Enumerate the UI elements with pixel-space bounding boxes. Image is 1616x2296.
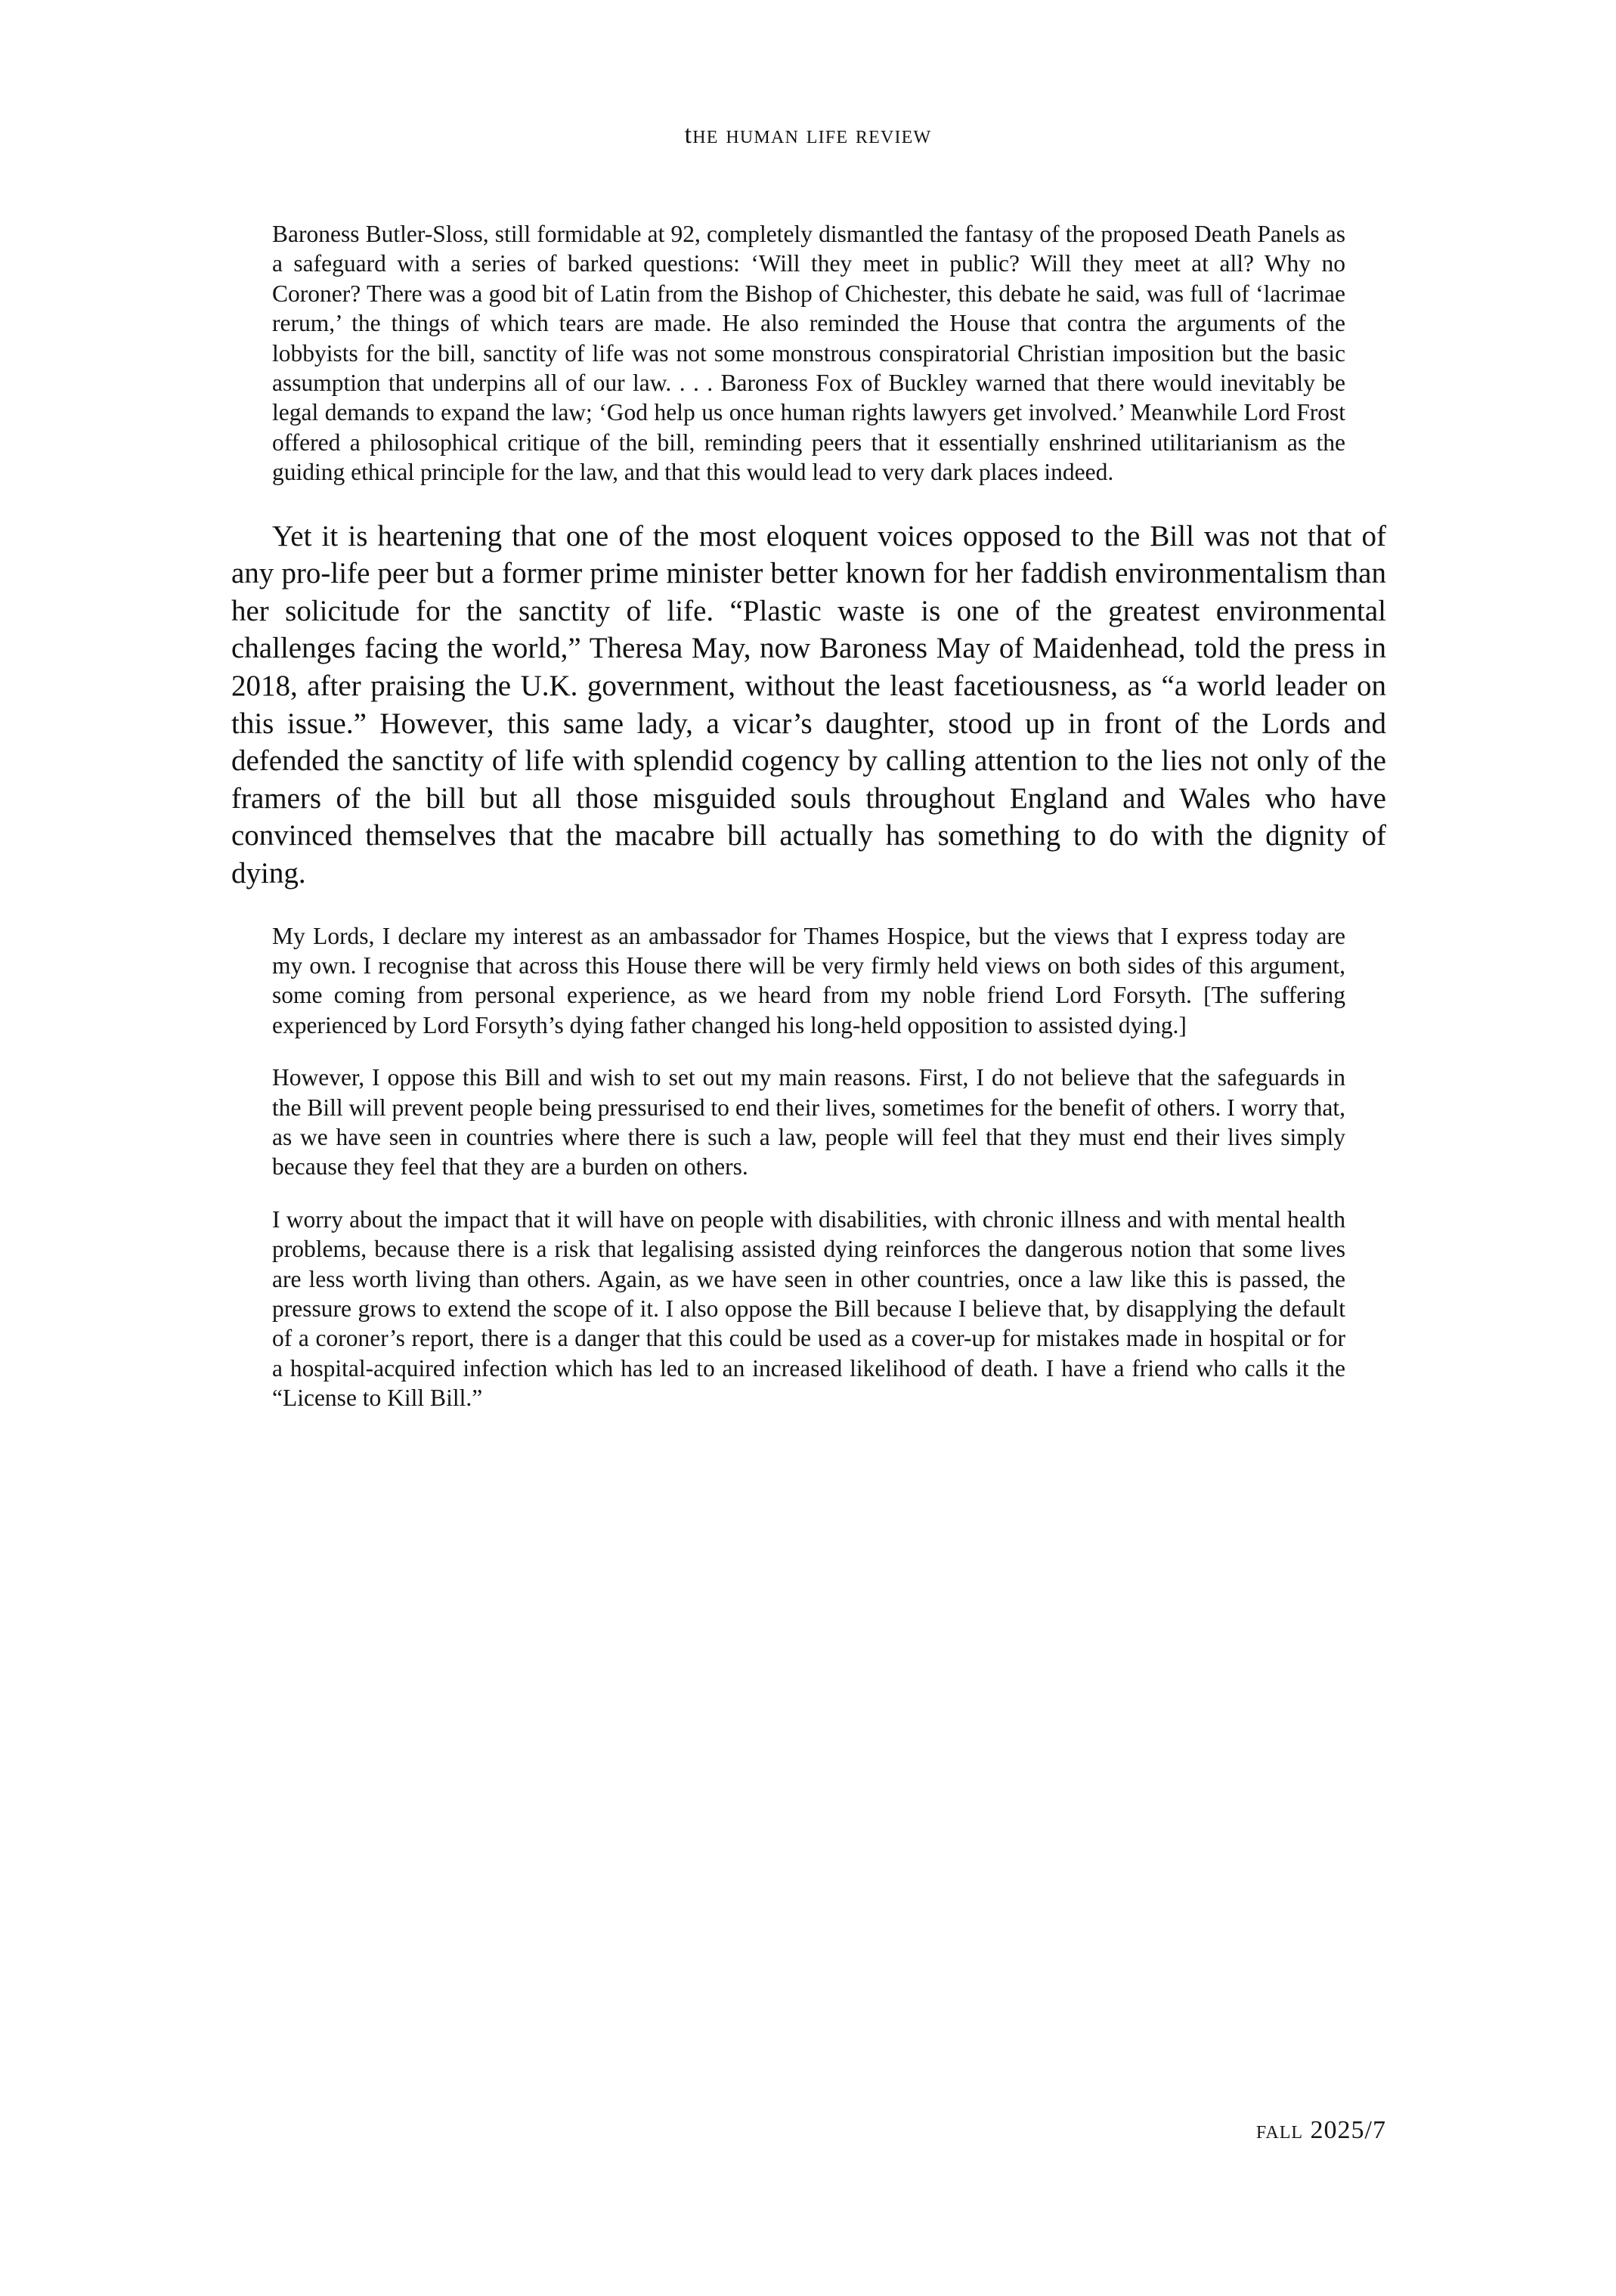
spacer [231,893,1386,921]
blockquote-paragraph: However, I oppose this Bill and wish to set out my main reasons. First, I do not believe that the safeguards in the Bill will prevent people being pressurised to end their lives, sometimes for the benefit of others. I worry that, as we have seen in countries where there is such a law, people will feel that they must end their lives simply because they feel that they are a burden on others. [272,1064,1345,1180]
blockquote-may-speech [272,921,1345,1413]
running-head: the human life review [684,121,932,149]
body-text [231,518,1386,893]
blockquote-paragraph: Baroness Butler-Sloss, still formidable at 92, completely dismantled the fantasy of the proposed Death Panels as a safeguard with a series of barked questions: ‘Will they meet in public? Will they meet at all? Why no Coroner? There was a good bit of Latin from the Bishop of Chichester, this debate he said, was full of ‘lacrimae rerum,’ the things of which tears are made. He also reminded the House that contra the arguments of the lobbyists for the bill, sanctity of life was not some monstrous conspiratorial Christian imposition but the basic assumption that underpins all of our law. . . . Baroness Fox of Buckley warned that there would inevitably be legal demands to expand the law; ‘God help us once human rights lawyers get involved.’ Meanwhile Lord Frost offered a philosophical critique of the bill, reminding peers that it essentially enshrined utilitarianism as the guiding ethical principle for the law, and that this would lead to very dark places indeed. [272,221,1345,486]
text-column [231,219,1386,1413]
blockquote-paragraph: I worry about the impact that it will have on people with disabilities, with chronic illness and with mental health problems, because there is a risk that legalising assisted dying reinforces the dangerous notion that some lives are less worth living than others. Again, as we have seen in other countries, once a law like this is passed, the pressure grows to extend the scope of it. I also oppose the Bill because I believe that, by disapplying the default of a coroner’s report, there is a danger that this could be used as a cover-up for mistakes made in hospital or for a hospital-acquired infection which has led to an increased likelihood of death. I have a friend who calls it the “License to Kill Bill.” [272,1205,1345,1412]
blockquote-lords-debate [272,219,1345,487]
body-paragraph: Yet it is heartening that one of the most eloquent voices opposed to the Bill was not that of any pro-life peer but a former prime minister better known for her faddish environmentalism than her solicitude for the sanctity of life. “Plastic waste is one of the greatest environmental challenges facing the world,” Theresa May, now Baroness May of Maidenhead, told the press in 2018, after praising the U.K. government, without the least facetiousness, as “a world leader on this issue.” However, this same lady, a vicar’s daughter, stood up in front of the Lords and defended the sanctity of life with splendid cogency by calling attention to the lies not only of the framers of the bill but all those misguided souls throughout England and Wales who have convinced themselves that the macabre bill actually has something to do with the dignity of dying. [231,519,1386,890]
blockquote-paragraph: My Lords, I declare my interest as an ambassador for Thames Hospice, but the views that I express today are my own. I recognise that across this House there will be very firmly held views on both sides of this argument, some coming from personal experience, as we heard from my noble friend Lord Forsyth. [The suffering experienced by Lord Forsyth’s dying father changed his long-held opposition to assisted dying.] [272,922,1345,1038]
page-folio: fall 2025/7 [1255,2116,1386,2144]
spacer [231,487,1386,518]
